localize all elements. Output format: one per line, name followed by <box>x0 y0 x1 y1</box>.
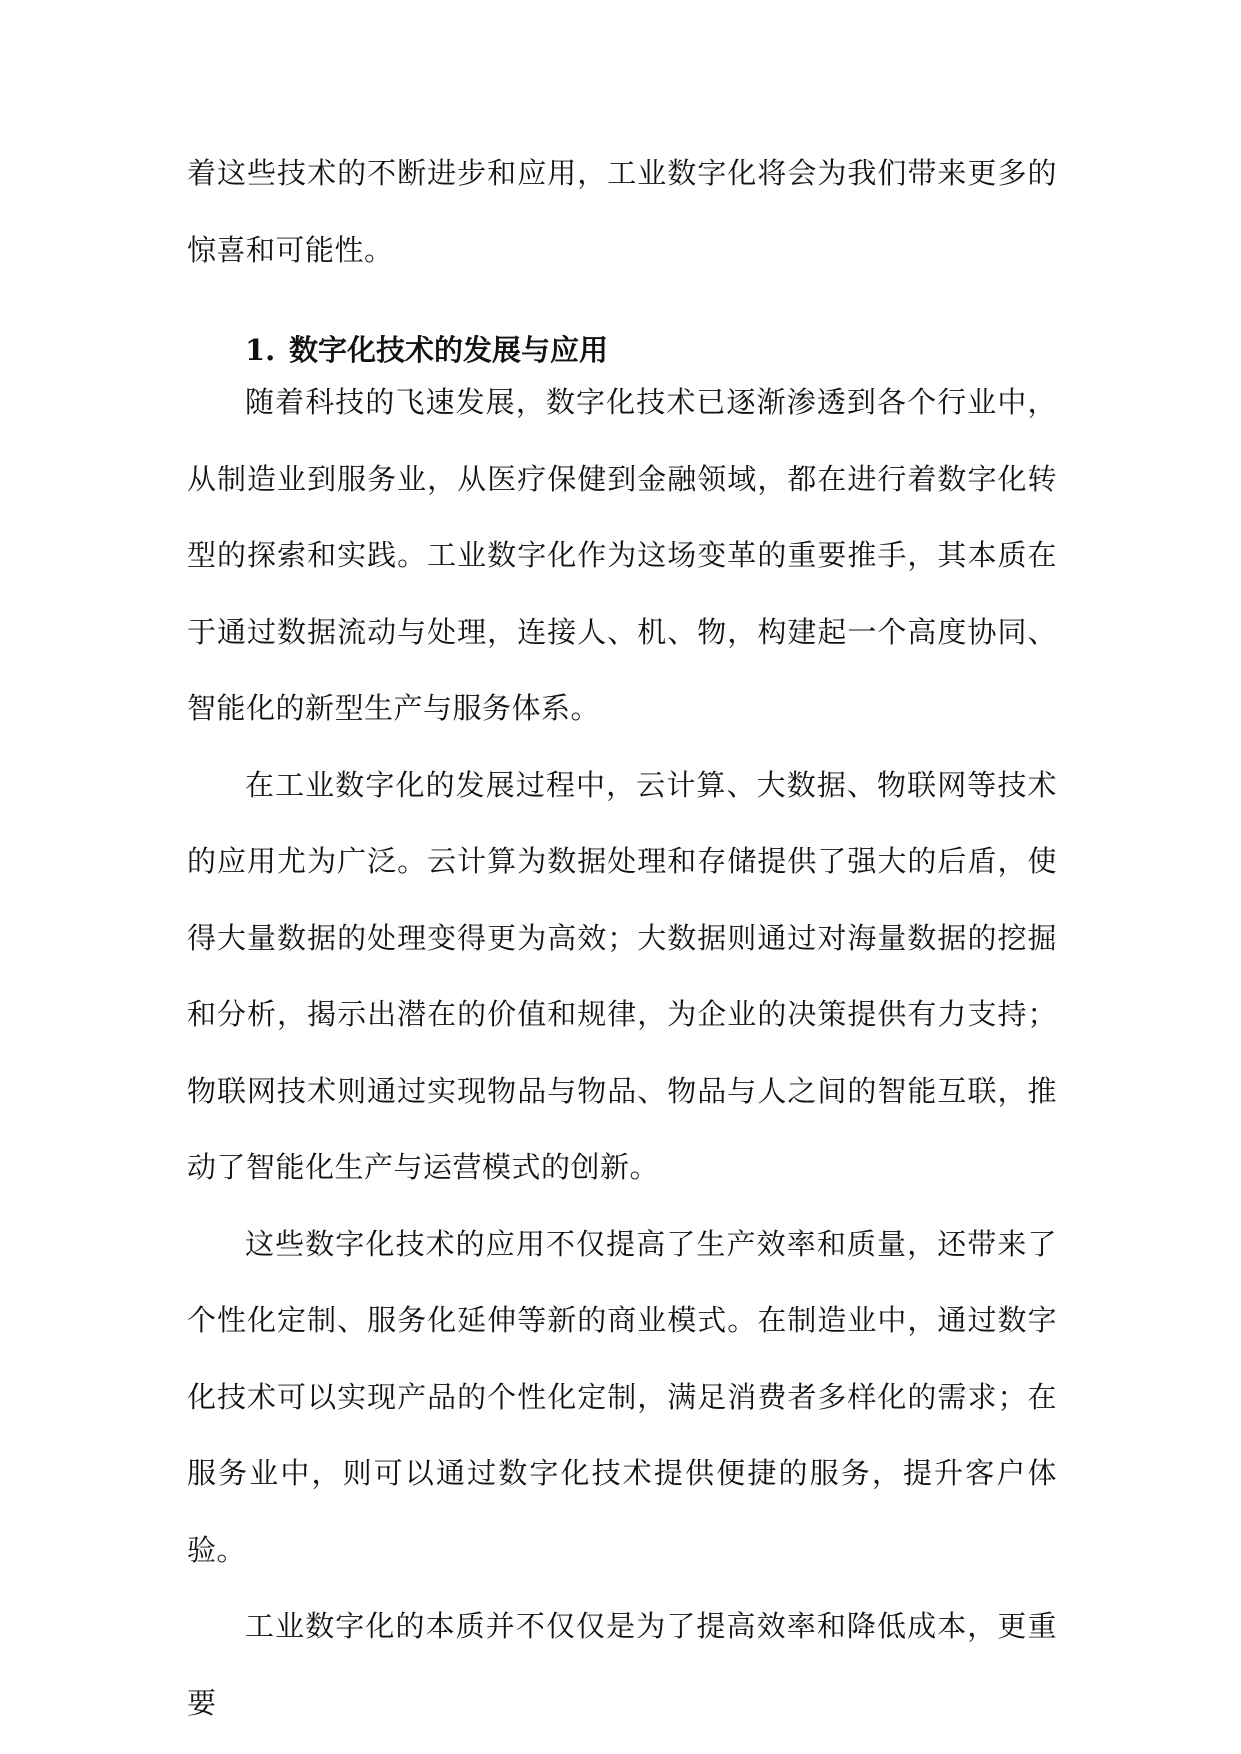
section-number: 1. <box>245 333 276 367</box>
section-title: 数字化技术的发展与应用 <box>289 333 609 367</box>
body-text <box>187 364 1057 1741</box>
paragraph: 这些数字化技术的应用不仅提高了生产效率和质量，还带来了个性化定制、服务化延伸等新的商业模式。在制造业中，通过数字化技术可以实现产品的个性化定制，满足消费者多样化的需求；在服务业中，则可以通过数字化技术提供便捷的服务，提升客户体验。 <box>187 1226 1057 1567</box>
continuation-paragraph: 着这些技术的不断进步和应用，工业数字化将会为我们带来更多的惊喜和可能性。 <box>187 156 1057 267</box>
paragraph: 随着科技的飞速发展，数字化技术已逐渐渗透到各个行业中，从制造业到服务业，从医疗保健到金融领域，都在进行着数字化转型的探索和实践。工业数字化作为这场变革的重要推手，其本质在于通过数据流动与处理，连接人、机、物，构建起一个高度协同、智能化的新型生产与服务体系。 <box>187 385 1057 725</box>
paragraph: 工业数字化的本质并不仅仅是为了提高效率和降低成本，更重要 <box>187 1609 1057 1720</box>
paragraph: 在工业数字化的发展过程中，云计算、大数据、物联网等技术的应用尤为广泛。云计算为数据处理和存储提供了强大的后盾，使得大量数据的处理变得更为高效；大数据则通过对海量数据的挖掘和分析，揭示出潜在的价值和规律，为企业的决策提供有力支持；物联网技术则通过实现物品与物品、物品与人之间的智能互联，推动了智能化生产与运营模式的创新。 <box>187 767 1057 1184</box>
